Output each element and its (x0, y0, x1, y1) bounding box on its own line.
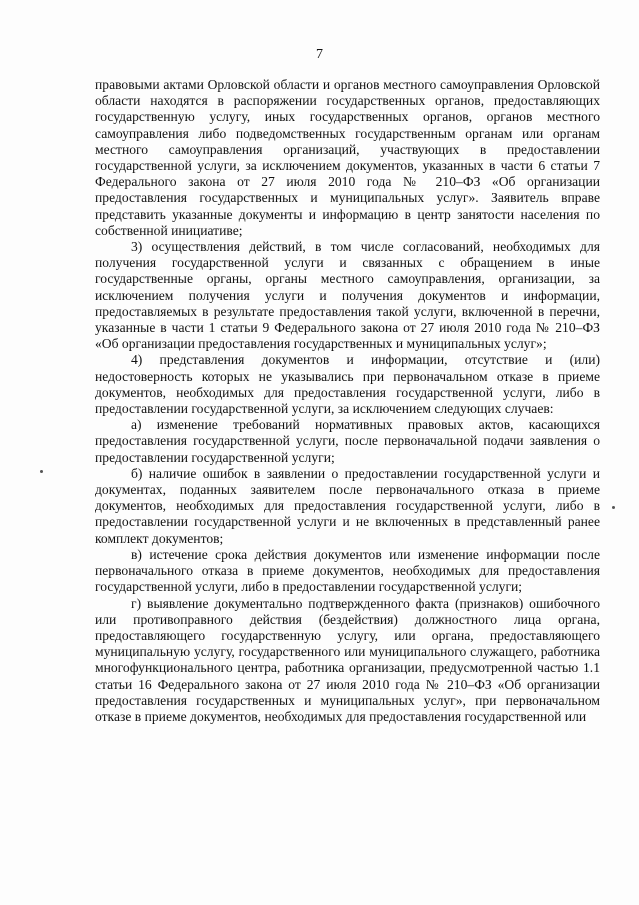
paragraph-continuation: правовыми актами Орловской области и органов местного самоуправления Орловской области находятся в распоряжении государственных органов, предоставляющих государственную услугу, иных государственных органов, органов местного самоуправления либо подведомственных государственным органам или органам местного самоуправления организаций, участвующих в предоставлении государственной услуги, за исключением документов, указанных в части 6 статьи 7 Федерального закона от 27 июля 2010 года № 210–ФЗ «Об организации предоставления государственных и муниципальных услуг». Заявитель вправе представить указанные документы и информацию в центр занятости населения по собственной инициативе; (95, 77, 600, 238)
body-text (95, 77, 600, 725)
paragraph-subitem-b: б) наличие ошибок в заявлении о предоставлении государственной услуги и документах, поданных заявителем после первоначального отказа в приеме документов, необходимых для предоставления государственной услуги, либо в предоставлении государственной услуги и не включенных в представленный ранее комплект документов; (95, 465, 600, 546)
paragraph-item-4: 4) представления документов и информации, отсутствие и (или) недостоверность которых не указывались при первоначальном отказе в приеме документов, необходимых для предоставления государственной услуги, либо в предоставлении государственной услуги, за исключением следующих случаев: (95, 352, 600, 417)
paragraph-subitem-v: в) истечение срока действия документов или изменение информации после первоначального отказа в приеме документов, необходимых для предоставления государственной услуги, либо в предоставлении государственной услуги; (95, 546, 600, 595)
scan-speck (40, 470, 43, 473)
paragraph-subitem-g: г) выявление документально подтвержденного факта (признаков) ошибочного или противоправного действия (бездействия) должностного лица органа, предоставляющего государственную услугу, или органа, предоставляющего муниципальную услугу, государственного или муниципального служащего, работника многофункционального центра, работника организации, предусмотренной частью 1.1 статьи 16 Федерального закона от 27 июля 2010 года № 210–ФЗ «Об организации предоставления государственных и муниципальных услуг», при первоначальном отказе в приеме документов, необходимых для предоставления государственной или (95, 595, 600, 724)
paragraph-item-3: 3) осуществления действий, в том числе согласований, необходимых для получения государственной услуги и связанных с обращением в иные государственные органы, органы местного самоуправления, организации, за исключением получения услуги и получения документов и информации, предоставляемых в результате предоставления такой услуги, включенной в перечни, указанные в части 1 статьи 9 Федерального закона от 27 июля 2010 года № 210–ФЗ «Об организации предоставления государственных и муниципальных услуг»; (95, 239, 600, 352)
scan-speck (612, 506, 615, 509)
paragraph-subitem-a: а) изменение требований нормативных правовых актов, касающихся предоставления государственной услуги, после первоначальной подачи заявления о предоставлении государственной услуги; (95, 417, 600, 465)
page-number: 7 (316, 47, 323, 62)
